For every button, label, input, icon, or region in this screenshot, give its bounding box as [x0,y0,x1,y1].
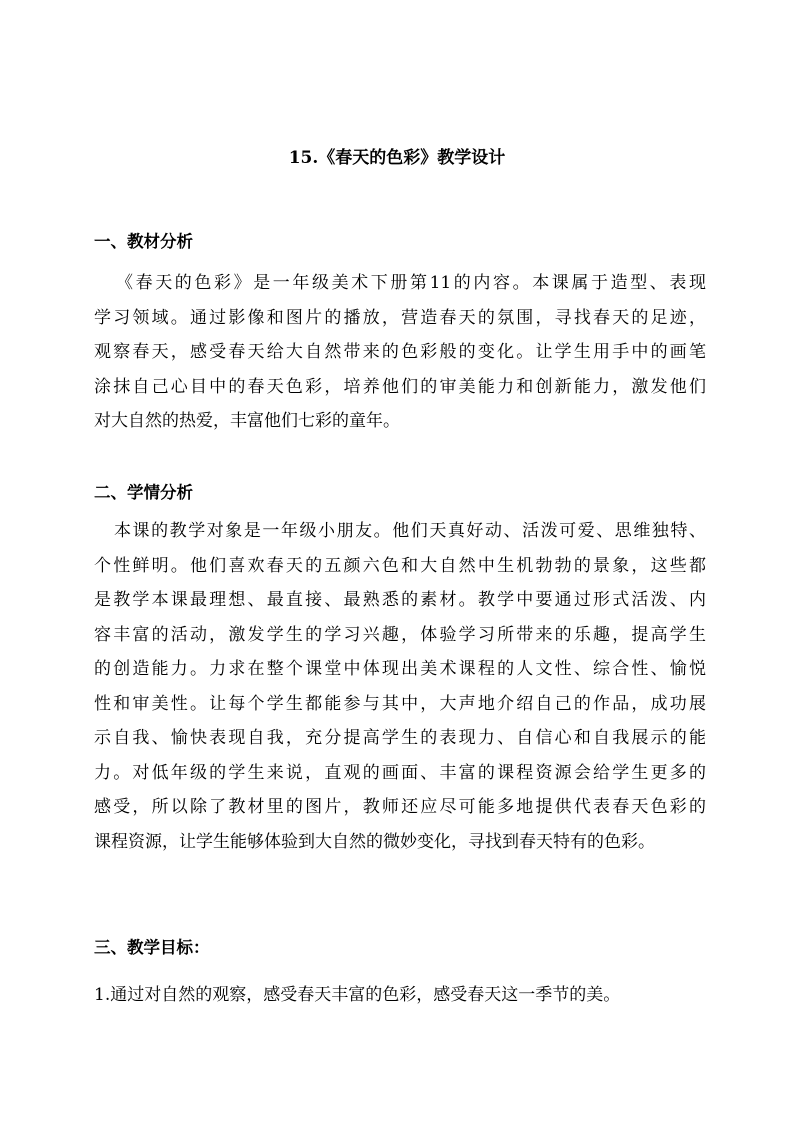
paragraph-line: 的创造能力。力求在整个课堂中体现出美术课程的人文性、综合性、愉悦 [94,659,706,679]
paragraph-line: 涂抹自己心目中的春天色彩，培养他们的审美能力和创新能力，激发他们 [94,376,706,397]
paragraph-line: 是教学本课最理想、最直接、最熟悉的素材。教学中要通过形式活泼、内 [94,590,706,610]
paragraph-line: 《春天的色彩》是一年级美术下册第11的内容。本课属于造型、表现 [116,273,706,293]
paragraph-line: 示自我、愉快表现自我，充分提高学生的表现力、自信心和自我展示的能 [94,728,706,748]
paragraph-line: 学习领域。通过影像和图片的播放，营造春天的氛围，寻找春天的足迹， [94,307,706,328]
paragraph-line: 性和审美性。让每个学生都能参与其中，大声地介绍自己的作品，成功展 [94,693,706,714]
paragraph-line: 容丰富的活动，激发学生的学习兴趣，体验学习所带来的乐趣，提高学生 [94,624,706,645]
section-heading-student-analysis: 二、学情分析 [94,483,193,502]
paragraph-line: 课程资源，让学生能够体验到大自然的微妙变化，寻找到春天特有的色彩。 [94,831,655,852]
paragraph-line: 对大自然的热爱，丰富他们七彩的童年。 [94,411,400,431]
section-heading-textbook-analysis: 一、教材分析 [94,232,193,251]
paragraph-line: 感受，所以除了教材里的图片，教师还应尽可能多地提供代表春天色彩的 [94,797,706,817]
paragraph-line: 力。对低年级的学生来说，直观的画面、丰富的课程资源会给学生更多的 [94,762,706,783]
paragraph-textbook-analysis [94,266,706,439]
paragraph-line: 个性鲜明。他们喜欢春天的五颜六色和大自然中生机勃勃的景象，这些都 [94,555,706,576]
paragraph-line: 本课的教学对象是一年级小朋友。他们天真好动、活泼可爱、思维独特、 [114,521,706,541]
page-title: 15.《春天的色彩》教学设计 [288,148,506,168]
paragraph-line: 观察春天，感受春天给大自然带来的色彩般的变化。让学生用手中的画笔 [94,342,706,362]
list-item: 1.通过对自然的观察，感受春天丰富的色彩，感受春天这一季节的美。 [94,985,621,1005]
section-heading-teaching-goals: 三、教学目标： [94,938,210,957]
paragraph-student-analysis [94,514,706,859]
